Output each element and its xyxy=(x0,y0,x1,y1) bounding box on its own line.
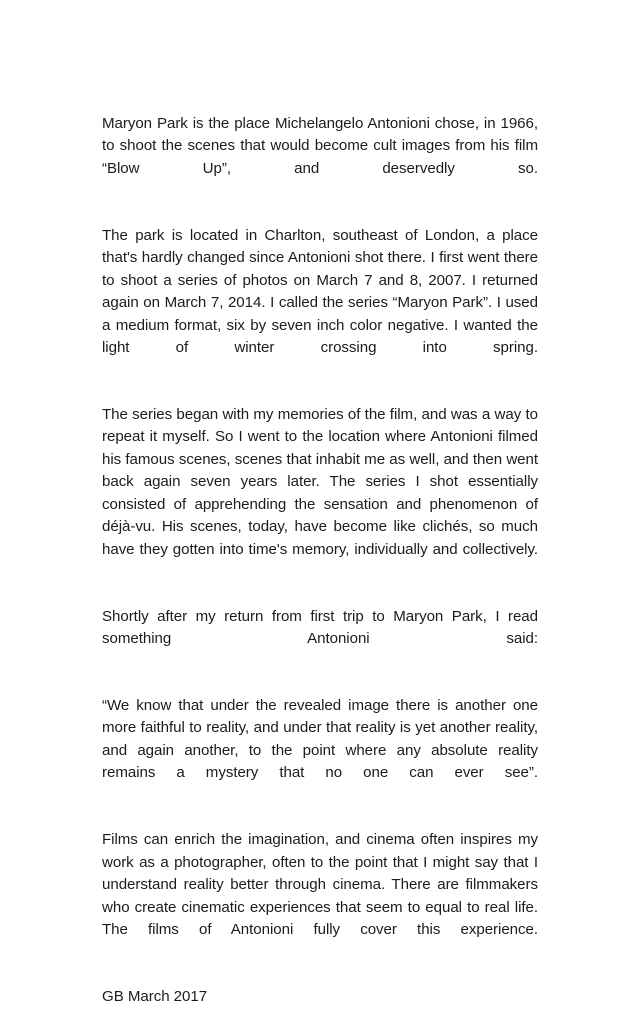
paragraph-3: The series began with my memories of the film, and was a way to repeat it myself. So I went to the location where Antonioni filmed his famous scenes, scenes that inhabit me as well, and then went back again seven years later. The series I shot essentially consisted of apprehending the sensation and phenomenon of déjà-vu. His scenes, today, have become like clichés, so much have they gotten into time's memory, individually and collectively. xyxy=(102,405,538,558)
paragraph-6: Films can enrich the imagination, and cinema often inspires my work as a photographer, often to the point that I might say that I understand reality better through cinema. There are filmmakers who create cinematic experiences that seem to equal to real life. The films of Antonioni fully cover this experience. xyxy=(102,831,538,939)
signature-line: GB March 2017 xyxy=(102,987,208,1005)
paragraph-1: Maryon Park is the place Michelangelo Antonioni chose, in 1966, to shoot the scenes that would become cult images from his film “Blow Up”, and deservedly so. xyxy=(102,115,538,177)
paragraph-4-quote-intro: Shortly after my return from first trip to Maryon Park, I read something Antonioni said: xyxy=(102,607,538,648)
paragraph-5-antonioni-quote: “We know that under the revealed image there is another one more faithful to reality, and under that reality is yet another reality, and again another, to the point where any absolute reality remains a mystery that no one can ever see”. xyxy=(102,696,538,782)
paragraph-2: The park is located in Charlton, southeast of London, a place that's hardly changed since Antonioni shot there. I first went there to shoot a series of photos on March 7 and 8, 2007. I returned again on March 7, 2014. I called the series “Maryon Park”. I used a medium format, six by seven inch color negative. I wanted the light of winter crossing into spring. xyxy=(102,226,538,357)
essay-text-column xyxy=(102,113,538,1008)
